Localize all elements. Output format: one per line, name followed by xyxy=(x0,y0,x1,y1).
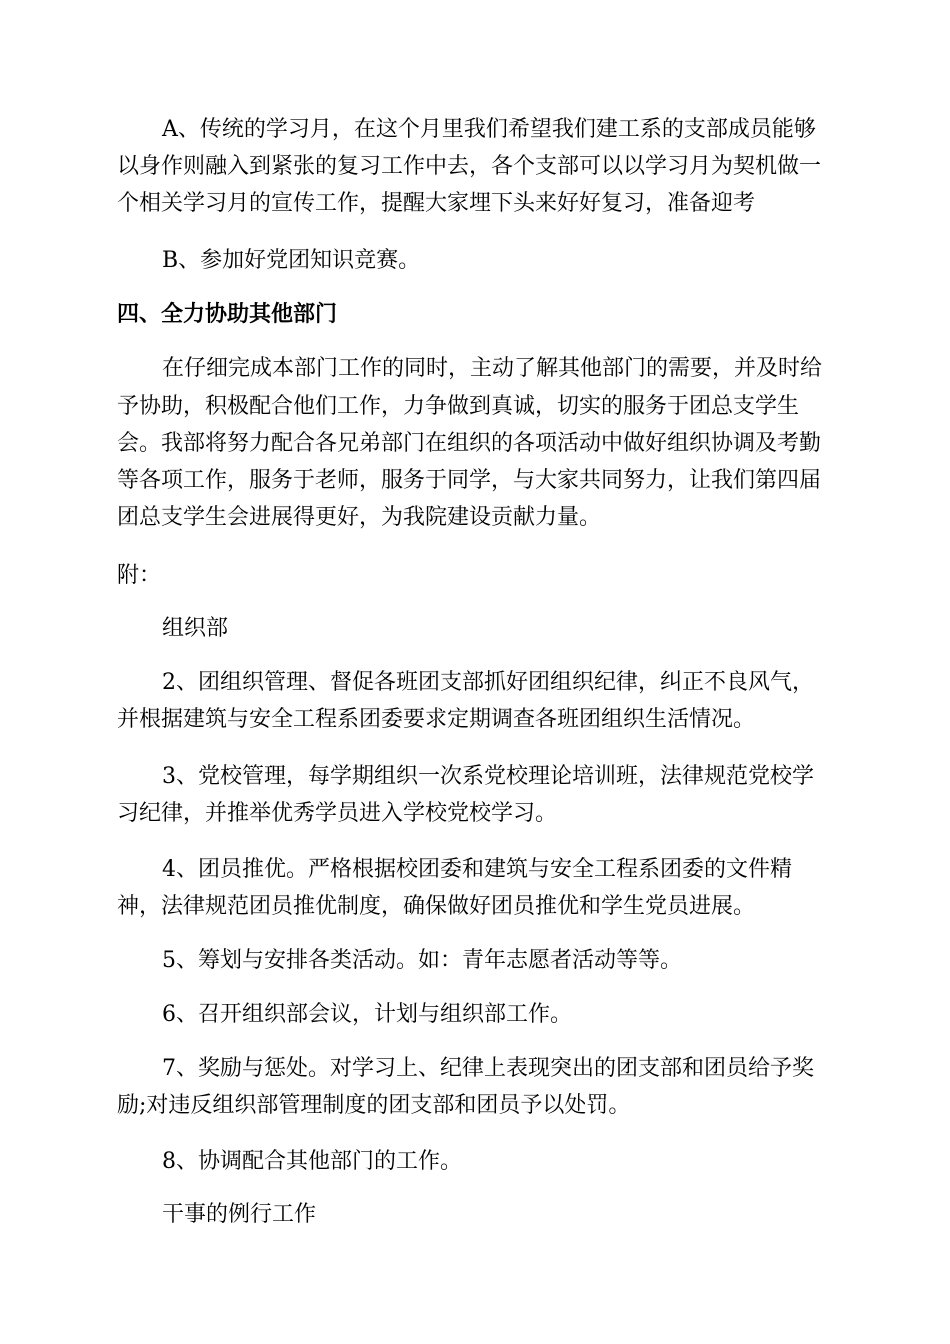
item-5-line-1: 5、筹划与安排各类活动。如：青年志愿者活动等等。 xyxy=(162,948,682,973)
section-heading: 四、全力协助其他部门 xyxy=(117,302,338,327)
item-3-line-1: 3、党校管理，每学期组织一次系党校理论培训班，法律规范党校学 xyxy=(162,764,814,789)
item-7-line-2: 励;对违反组织部管理制度的团支部和团员予以处罚。 xyxy=(117,1093,631,1118)
item-4-line-1: 4、团员推优。严格根据校团委和建筑与安全工程系团委的文件精 xyxy=(162,857,792,882)
assist-paragraph-line-1: 在仔细完成本部门工作的同时，主动了解其他部门的需要，并及时给 xyxy=(162,356,823,381)
item-7-line-1: 7、奖励与惩处。对学习上、纪律上表现突出的团支部和团员给予奖 xyxy=(162,1056,814,1081)
assist-paragraph-line-3: 会。我部将努力配合各兄弟部门在组织的各项活动中做好组织协调及考勤 xyxy=(117,431,822,456)
item-6-line-1: 6、召开组织部会议，计划与组织部工作。 xyxy=(162,1002,572,1027)
appendix-label: 附： xyxy=(117,563,162,588)
item-3-line-2: 习纪律，并推举优秀学员进入学校党校学习。 xyxy=(117,801,558,826)
paragraph-a-line-3: 个相关学习月的宣传工作，提醒大家埋下头来好好复习，准备迎考 xyxy=(117,191,756,216)
assist-paragraph-line-4: 等各项工作，服务于老师，服务于同学，与大家共同努力，让我们第四届 xyxy=(117,468,822,493)
routine-work-title: 干事的例行工作 xyxy=(162,1202,317,1227)
item-8-line-1: 8、协调配合其他部门的工作。 xyxy=(162,1149,462,1174)
assist-paragraph-line-5: 团总支学生会进展得更好，为我院建设贡献力量。 xyxy=(117,505,602,530)
paragraph-a-line-2: 以身作则融入到紧张的复习工作中去，各个支部可以以学习月为契机做一 xyxy=(117,154,822,179)
paragraph-b-line-1: B、参加好党团知识竞赛。 xyxy=(162,248,421,273)
organization-department-title: 组织部 xyxy=(162,616,229,641)
item-4-line-2: 神，法律规范团员推优制度，确保做好团员推优和学生党员进展。 xyxy=(117,894,756,919)
paragraph-a-line-1: A、传统的学习月，在这个月里我们希望我们建工系的支部成员能够 xyxy=(162,117,816,142)
assist-paragraph-line-2: 予协助，积极配合他们工作，力争做到真诚，切实的服务于团总支学生 xyxy=(117,394,800,419)
item-2-line-2: 并根据建筑与安全工程系团委要求定期调查各班团组织生活情况。 xyxy=(117,707,756,732)
item-2-line-1: 2、团组织管理、督促各班团支部抓好团组织纪律，纠正不良风气， xyxy=(162,670,814,695)
